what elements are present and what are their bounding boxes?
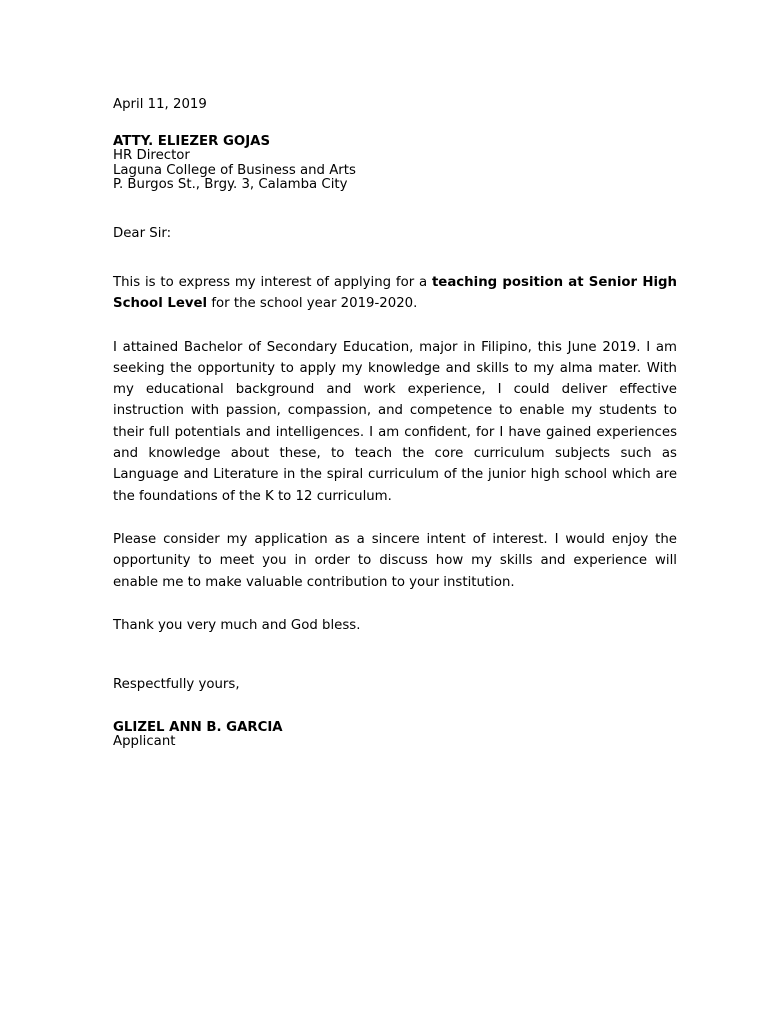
paragraph-thanks: Thank you very much and God bless. bbox=[113, 617, 361, 633]
letter-date-block bbox=[113, 98, 677, 113]
recipient-institution: Laguna College of Business and Arts bbox=[113, 162, 356, 178]
signatory-name: GLIZEL ANN B. GARCIA bbox=[113, 719, 283, 735]
paragraph-intro bbox=[113, 272, 677, 315]
paragraph-intro-position: teaching position at Senior High School Level bbox=[113, 275, 677, 312]
recipient-block bbox=[113, 135, 677, 193]
closing: Respectfully yours, bbox=[113, 677, 240, 693]
signatory-role: Applicant bbox=[113, 734, 176, 750]
paragraph-intro-end: for the school year 2019-2020. bbox=[207, 296, 418, 312]
salutation-block bbox=[113, 227, 677, 242]
paragraph-request: Please consider my application as a sincere intent of interest. I would enjoy the opportunity to meet you in order to discuss how my skills and experience will enable me to make valuable contribution to your institution. bbox=[113, 531, 677, 590]
recipient-address: P. Burgos St., Brgy. 3, Calamba City bbox=[113, 177, 348, 192]
paragraph-qualifications: I attained Bachelor of Secondary Education, major in Filipino, this June 2019. I am seeking the opportunity to apply my knowledge and skills to my alma mater. With my educational background and work experience, I could deliver effective instruction with passion, compassion, and competence to enable my students to their full potentials and intelligences. I am confident, for I have gained experiences and knowledge about these, to teach the core curriculum subjects such as Language and Literature in the spiral curriculum of the junior high school which are the foundations of the K to 12 curriculum. bbox=[113, 339, 677, 504]
recipient-name: ATTY. ELIEZER GOJAS bbox=[113, 133, 271, 149]
signature-block bbox=[113, 721, 677, 750]
letter-date: April 11, 2019 bbox=[113, 97, 207, 112]
salutation: Dear Sir: bbox=[113, 225, 172, 241]
paragraph-intro-start: This is to express my interest of applying for a bbox=[113, 275, 432, 290]
recipient-title: HR Director bbox=[113, 148, 190, 163]
letter-page bbox=[113, 98, 677, 750]
closing-block bbox=[113, 678, 677, 693]
